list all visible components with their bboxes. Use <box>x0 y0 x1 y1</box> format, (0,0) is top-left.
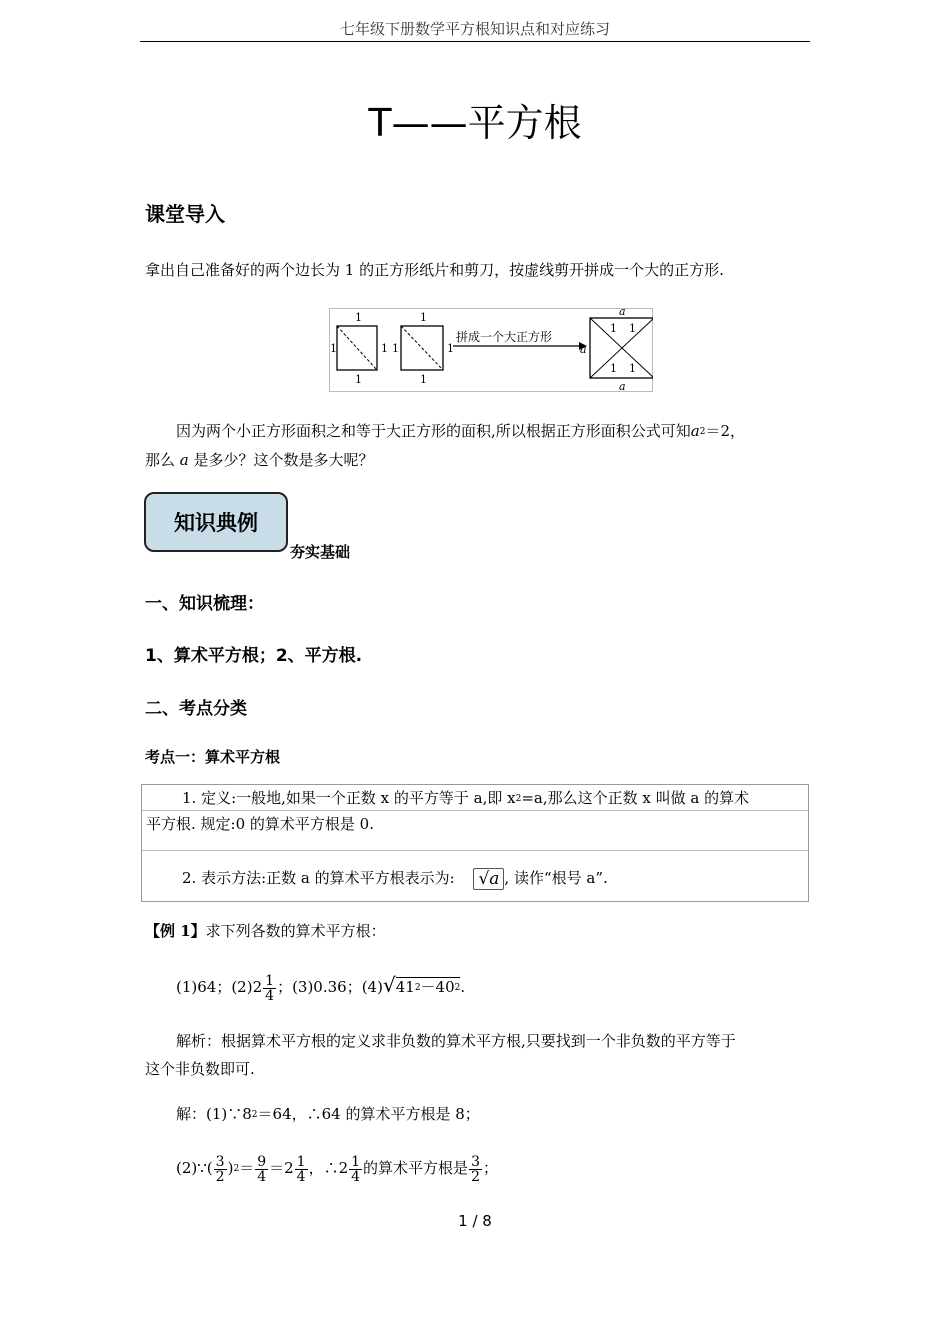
label-a-bottom: a <box>619 380 626 392</box>
definition-line3 <box>182 865 608 891</box>
knowledge-items: 1、算术平方根；2、平方根. <box>145 646 363 666</box>
def-exponent: 2 <box>515 794 522 804</box>
analysis-text: 根据算术平方根的定义求非负数的算术平方根,只要找到一个非负数的平方等于 <box>221 1032 736 1050</box>
frac-den: 4 <box>265 987 275 1004</box>
rad-40: －40 <box>420 978 455 996</box>
solution-line1 <box>176 1101 480 1131</box>
label-bottom-1: 1 <box>355 373 362 386</box>
frac-3-2 <box>214 1155 227 1184</box>
frac-num: 1 <box>351 1153 361 1170</box>
var-a: a <box>690 422 700 440</box>
items-text-a: (1)64；(2)2 <box>176 978 263 996</box>
cut-line-1 <box>337 326 377 370</box>
frac-num: 9 <box>257 1153 267 1170</box>
sol1-text-a: 解：(1)∵8 <box>176 1105 252 1123</box>
frac-den: 4 <box>351 1168 361 1185</box>
analysis-line2: 这个非负数即可. <box>145 1060 255 1078</box>
sol2-c: ＝ <box>239 1159 255 1177</box>
frac-num: 1 <box>265 972 275 989</box>
sqrt-a-symbol: √a <box>473 868 504 890</box>
frac-num: 3 <box>215 1153 225 1170</box>
frac-den: 4 <box>296 1168 306 1185</box>
rad-sup1: 2 <box>414 983 421 993</box>
frac-den: 2 <box>471 1168 480 1185</box>
cut-line-2 <box>401 326 443 370</box>
sol2-a: (2)∵( <box>176 1159 213 1177</box>
badge-side-text: 夯实基础 <box>290 543 351 561</box>
frac-3-2-b <box>469 1155 482 1184</box>
intro-para-text: 因为两个小正方形面积之和等于大正方形的面积,所以根据正方形面积公式可知 <box>176 422 691 440</box>
intro-para2-text: 那么 <box>145 451 180 469</box>
frac-num: 3 <box>471 1153 480 1170</box>
radical-sign: √ <box>382 973 396 997</box>
label-bottom-2: 1 <box>420 373 427 386</box>
label-a-top: a <box>619 308 626 318</box>
example1-items <box>176 968 465 1007</box>
knowledge-heading: 一、知识梳理： <box>145 594 264 614</box>
def-line3-tail: , 读作“根号 a”. <box>504 869 608 887</box>
sol1-sup: 2 <box>251 1110 258 1120</box>
example1-prompt: 求下列各数的算术平方根： <box>205 922 386 940</box>
def-item-num: 2. <box>182 869 197 887</box>
tri-label-4: 1 <box>629 362 636 375</box>
example1-heading <box>145 918 386 945</box>
header-rule <box>140 41 810 42</box>
tri-label-3: 1 <box>610 362 617 375</box>
example1-label: 【例 1】 <box>145 922 206 940</box>
label-right-2: 1 <box>447 342 454 355</box>
frac-den: 4 <box>257 1168 267 1185</box>
frac-num: 1 <box>296 1153 306 1170</box>
tri-label-1: 1 <box>610 322 617 335</box>
definition-line1 <box>182 785 749 814</box>
frac-den: 2 <box>215 1168 225 1185</box>
analysis-label: 解析： <box>176 1032 222 1050</box>
label-left-1: 1 <box>330 342 337 355</box>
intro-paragraph-line2 <box>145 447 374 474</box>
knowledge-badge: 知识典例 <box>144 492 288 552</box>
sol2-d: ＝2 <box>269 1159 294 1177</box>
label-top-1: 1 <box>355 311 362 324</box>
category-heading: 二、考点分类 <box>145 699 247 719</box>
definition-box <box>141 784 809 902</box>
def-line3-text: 表示方法:正数 a 的算术平方根表示为: <box>196 869 455 887</box>
rad-41: 41 <box>395 978 415 996</box>
rad-end: . <box>460 978 466 996</box>
fraction-1-4 <box>263 974 276 1003</box>
exponent: 2 <box>699 427 706 437</box>
tri-label-2: 1 <box>629 322 636 335</box>
def-line1-text: 1. 定义:一般地,如果一个正数 x 的平方等于 a,即 x <box>182 789 516 807</box>
frac-9-4 <box>255 1155 268 1184</box>
intro-para2-tail: 是多少？这个数是多大呢？ <box>188 451 374 469</box>
analysis-line1 <box>176 1028 810 1055</box>
label-a-left: a <box>580 343 587 356</box>
frac-1-4-b <box>349 1155 362 1184</box>
page-number: 1 / 8 <box>458 1212 492 1230</box>
label-right-1: 1 <box>381 342 388 355</box>
running-header: 七年级下册数学平方根知识点和对应练习 <box>339 20 610 38</box>
rad-sup2: 2 <box>454 983 461 993</box>
def-line1-tail: =a,那么这个正数 x 叫做 a 的算术 <box>521 789 750 807</box>
sol2-f: 的算术平方根是 <box>363 1159 469 1177</box>
frac-1-4 <box>295 1155 308 1184</box>
intro-heading: 课堂导入 <box>145 202 225 226</box>
label-top-2: 1 <box>420 311 427 324</box>
sol2-sup: 2 <box>233 1164 240 1174</box>
intro-paragraph-line1 <box>176 418 745 448</box>
page-title: T——平方根 <box>368 101 582 145</box>
square-cutting-figure <box>329 308 653 392</box>
var-a-2: a <box>179 451 189 469</box>
intro-para-tail: ＝2， <box>705 422 746 440</box>
arrow-label: 拼成一个大正方形 <box>456 330 553 344</box>
radicand <box>396 977 461 996</box>
def-rule-2 <box>142 850 808 851</box>
figure-frame <box>330 309 653 392</box>
label-left-2: 1 <box>392 342 399 355</box>
sol2-e: ，∴2 <box>308 1159 349 1177</box>
sol2-b: ) <box>227 1159 234 1177</box>
sol1-text-b: ＝64，∴64 的算术平方根是 8； <box>257 1105 480 1123</box>
point1-heading: 考点一：算术平方根 <box>145 748 281 766</box>
sol2-g: ； <box>482 1159 498 1177</box>
definition-line2: 平方根. 规定:0 的算术平方根是 0. <box>146 815 374 833</box>
solution-line2 <box>176 1151 498 1188</box>
items-text-b: ；(3)0.36；(4) <box>277 978 383 996</box>
intro-instruction: 拿出自己准备好的两个边长为 1 的正方形纸片和剪刀，按虚线剪开拼成一个大的正方形. <box>145 261 724 279</box>
